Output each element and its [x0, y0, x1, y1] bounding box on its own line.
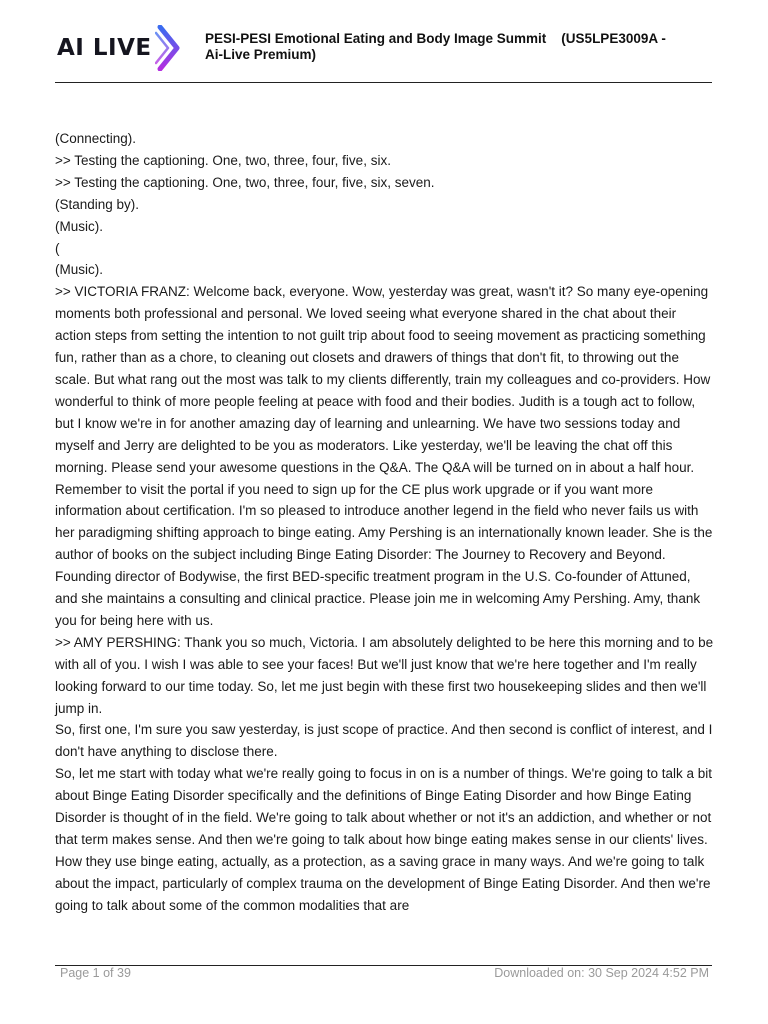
page-number: Page 1 of 39	[60, 966, 131, 980]
transcript-line: >> Testing the captioning. One, two, three, four, five, six, seven.	[55, 174, 435, 190]
transcript-line: (Music).	[55, 262, 103, 278]
transcript-line: (Connecting).	[55, 131, 137, 146]
transcript-line: (Music).	[55, 218, 103, 234]
chevron-right-icon	[155, 25, 181, 71]
ai-live-logo	[57, 25, 181, 71]
transcript-line: (	[55, 240, 60, 256]
transcript-line: >> Testing the captioning. One, two, three, four, five, six.	[55, 152, 391, 168]
header-divider	[55, 82, 712, 83]
transcript-line: >> VICTORIA FRANZ: Welcome back, everyone. Wow, yesterday was great, wasn't it? So many eye-opening moments both professional and personal. We loved seeing what everyone shared in the chat about their action steps from setting the intention to not guilt trip about food to seeing movement as practicing something fun, rather than as a chore, to cleaning out closets and drawers of things that don't fit, to throwing out the scale. But what rang out the most was talk to my clients differently, train my colleagues and co-providers. How wonderful to think of more people feeling at peace with food and their bodies. Judith is a tough act to follow, but I know we're in for another amazing day of learning and unlearning. We have two sessions today and myself and Jerry are delighted to be you as moderators. Like yesterday, we'll be leaving the chat off this morning. Please send your awesome questions in the Q&A. The Q&A will be turned on in about a half hour. Remember to visit the portal if you need to sign up for the CE plus work upgrade or if you want more information about certification. I'm so pleased to introduce another legend in the field who never fails us with her paradigming shifting approach to binge eating. Amy Pershing is an internationally known leader. She is the author of books on the subject including Binge Eating Disorder: The Journey to Recovery and Beyond. Founding director of Bodywise, the first BED-specific treatment program in the U.S. Co-founder of Attuned, and she maintains a consulting and clinical practice. Please join me in welcoming Amy Pershing. Amy, thank you for being here with us.	[55, 284, 713, 628]
transcript-body	[55, 128, 715, 917]
download-timestamp: Downloaded on: 30 Sep 2024 4:52 PM	[494, 966, 709, 980]
logo-text: AI LIVE	[57, 35, 152, 61]
document-header	[55, 22, 712, 82]
document-title: PESI-PESI Emotional Eating and Body Image Summit (US5LPE3009A - Ai-Live Premium)	[205, 31, 666, 62]
transcript-line: (Standing by).	[55, 196, 140, 212]
transcript-line: So, let me start with today what we're really going to focus in on is a number of things. We're going to talk a bit about Binge Eating Disorder specifically and the definitions of Binge Eating Disorder and how Binge Eating Disorder is thought of in the field. We're going to talk about whether or not it's an addiction, and whether or not that term makes sense. And then we're going to talk about how binge eating makes sense in our clients' lives. How they use binge eating, actually, as a protection, as a saving grace in many ways. And we're going to talk about the impact, particularly of complex trauma on the development of Binge Eating Disorder. And then we're going to talk about some of the common modalities that are	[55, 766, 712, 913]
transcript-line: So, first one, I'm sure you saw yesterday, is just scope of practice. And then second is conflict of interest, and I don't have anything to disclose there.	[55, 722, 713, 760]
transcript-line: >> AMY PERSHING: Thank you so much, Victoria. I am absolutely delighted to be here this morning and to be with all of you. I wish I was able to see your faces! But we'll just know that we're here together and I'm really looking forward to our time today. So, let me just begin with these first two housekeeping slides and then we'll jump in.	[55, 634, 714, 716]
